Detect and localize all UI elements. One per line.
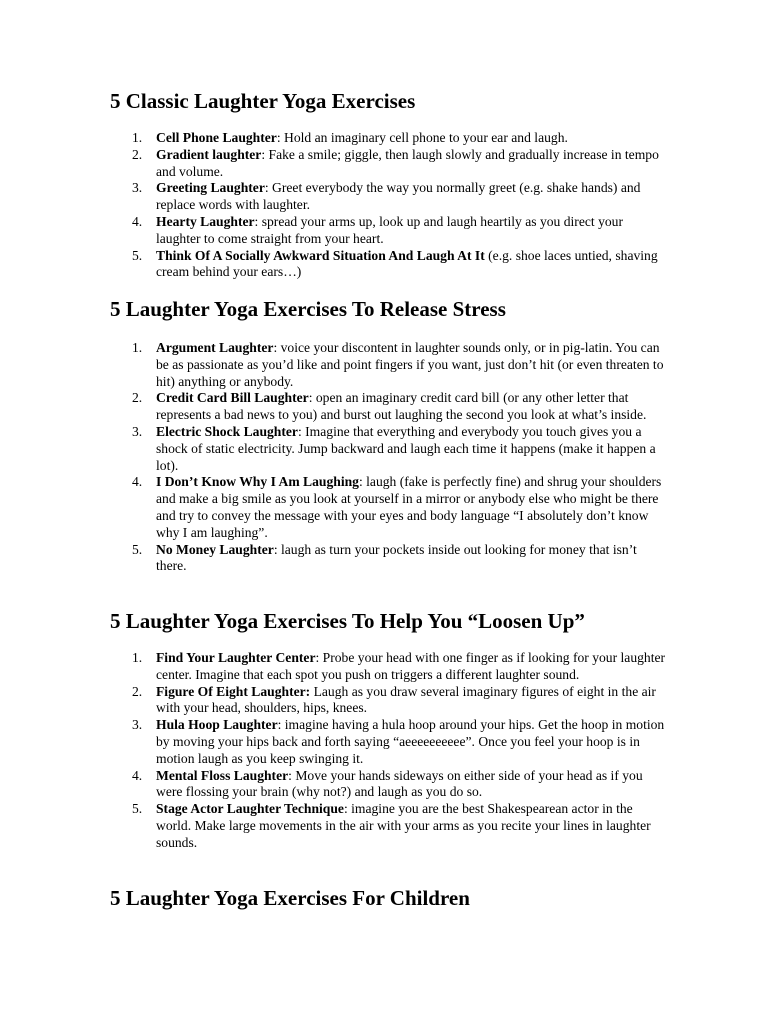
section-heading: 5 Laughter Yoga Exercises For Children bbox=[110, 886, 470, 910]
item-text: : voice your discontent in laughter sounds only, or in pig-latin. You can be as passionate as you’d like and point fingers if you want, just don’t hit (or even threaten to hit) anything or anybody. bbox=[156, 340, 664, 389]
list-item: 1. Argument Laughter: voice your discontent in laughter sounds only, or in pig-latin. You can be as passionate as you’d like and point fingers if you want, just don’t hit (or even threaten to hit) anything or anybody. bbox=[132, 340, 664, 389]
item-text: : imagine you are the best Shakespearean actor in the world. Make large movements in the air with your arms as you recite your lines in laughter sounds. bbox=[156, 801, 651, 850]
item-text: : imagine having a hula hoop around your hips. Get the hoop in motion by moving your hips back and forth saying “aeeeeeeeeee”. Once you feel your hoop is in motion laugh as you keep swinging it. bbox=[156, 717, 665, 766]
item-text: : Fake a smile; giggle, then laugh slowly and gradually increase in tempo and volume. bbox=[156, 146, 659, 179]
item-text: : Move your hands sideways on either side of your head as if you were flossing your brain (why not?) and laugh as you do so. bbox=[156, 767, 643, 800]
list-item: 1. Find Your Laughter Center: Probe your head with one finger as if looking for your laughter center. Imagine that each spot you push on triggers a different laughter sound. bbox=[132, 650, 666, 682]
list-item: 5. No Money Laughter: laugh as turn your pockets inside out looking for money that isn’t there. bbox=[132, 541, 637, 574]
section-heading: 5 Laughter Yoga Exercises To Help You “Loosen Up” bbox=[110, 609, 585, 633]
item-title: Stage Actor Laughter Technique bbox=[156, 801, 344, 817]
list-item: 4. I Don’t Know Why I Am Laughing: laugh (fake is perfectly fine) and shrug your shoulders and make a big smile as you look at yourself in a mirror or anybody else who might be there and try to convey the message with your eyes and body language “I absolutely don’t know why I am laughing”. bbox=[132, 474, 662, 540]
item-title: Electric Shock Laughter bbox=[156, 423, 298, 439]
item-title: I Don’t Know Why I Am Laughing bbox=[156, 474, 359, 490]
exercise-list bbox=[110, 340, 670, 575]
item-title: Cell Phone Laughter bbox=[156, 130, 277, 145]
item-text: Laugh as you draw several imaginary figures of eight in the air with your head, shoulders, hips, knees. bbox=[156, 683, 656, 716]
item-text: : Greet everybody the way you normally greet (e.g. shake hands) and replace words with laughter. bbox=[156, 180, 641, 213]
item-text: : Hold an imaginary cell phone to your ear and laugh. bbox=[276, 130, 568, 145]
list-item: 4. Hearty Laughter: spread your arms up, look up and laugh heartily as you direct your laughter to come straight from your heart. bbox=[132, 213, 623, 246]
item-title: Greeting Laughter bbox=[156, 180, 265, 196]
item-title: Figure Of Eight Laughter: bbox=[156, 683, 311, 699]
list-item: 3. Hula Hoop Laughter: imagine having a hula hoop around your hips. Get the hoop in motion by moving your hips back and forth saying “aeeeeeeeeee”. Once you feel your hoop is in motion laugh as you keep swinging it. bbox=[132, 717, 665, 766]
item-text: : Imagine that everything and everybody you touch gives you a shock of static electricity. Jump backward and laugh each time it happens (make it happen a lot). bbox=[156, 423, 656, 473]
exercise-list bbox=[110, 650, 670, 852]
item-text: : open an imaginary credit card bill (or any other letter that represents a bad news to you) and burst out laughing the second you look at what’s inside. bbox=[156, 390, 647, 423]
exercise-list bbox=[110, 130, 670, 281]
item-title: Hearty Laughter bbox=[156, 213, 255, 229]
list-item: 1. Cell Phone Laughter: Hold an imaginary cell phone to your ear and laugh. bbox=[132, 130, 568, 145]
section-classic bbox=[110, 89, 670, 281]
section-children bbox=[110, 886, 670, 910]
item-text: : spread your arms up, look up and laugh heartily as you direct your laughter to come straight from your heart. bbox=[156, 213, 623, 246]
list-item: 3. Electric Shock Laughter: Imagine that everything and everybody you touch gives you a shock of static electricity. Jump backward and laugh each time it happens (make it happen a lot). bbox=[132, 423, 656, 473]
item-title: Argument Laughter bbox=[156, 340, 274, 355]
item-title: Mental Floss Laughter bbox=[156, 767, 289, 783]
item-title: Think Of A Socially Awkward Situation And Laugh At It bbox=[156, 247, 485, 263]
item-title: Gradient laughter bbox=[156, 146, 262, 162]
item-title: Find Your Laughter Center bbox=[156, 650, 316, 665]
list-item: 2. Credit Card Bill Laughter: open an imaginary credit card bill (or any other letter that represents a bad news to you) and burst out laughing the second you look at what’s inside. bbox=[132, 390, 647, 423]
section-release-stress bbox=[110, 297, 670, 575]
list-item: 3. Greeting Laughter: Greet everybody the way you normally greet (e.g. shake hands) and replace words with laughter. bbox=[132, 180, 641, 213]
item-text: : Probe your head with one finger as if looking for your laughter center. Imagine that each spot you push on triggers a different laughter sound. bbox=[156, 650, 666, 682]
item-text: : laugh as turn your pockets inside out looking for money that isn’t there. bbox=[156, 541, 637, 574]
item-title: Credit Card Bill Laughter bbox=[156, 390, 309, 406]
section-heading: 5 Classic Laughter Yoga Exercises bbox=[110, 89, 416, 113]
item-text: : laugh (fake is perfectly fine) and shrug your shoulders and make a big smile as you look at yourself in a mirror or anybody else who might be there and try to convey the message with your eyes and body language “I absolutely don’t know why I am laughing”. bbox=[156, 474, 662, 540]
list-item: 5. Stage Actor Laughter Technique: imagine you are the best Shakespearean actor in the world. Make large movements in the air with your arms as you recite your lines in laughter sounds. bbox=[132, 801, 651, 850]
item-title: Hula Hoop Laughter bbox=[156, 717, 278, 733]
list-item: 5. Think Of A Socially Awkward Situation And Laugh At It (e.g. shoe laces untied, shaving cream behind your ears…) bbox=[132, 247, 658, 280]
section-heading: 5 Laughter Yoga Exercises To Release Stress bbox=[110, 297, 506, 321]
section-loosen-up bbox=[110, 609, 670, 852]
list-item: 2. Gradient laughter: Fake a smile; giggle, then laugh slowly and gradually increase in tempo and volume. bbox=[132, 146, 659, 179]
item-text: (e.g. shoe laces untied, shaving cream behind your ears…) bbox=[156, 247, 658, 280]
item-title: No Money Laughter bbox=[156, 541, 274, 557]
list-item: 4. Mental Floss Laughter: Move your hands sideways on either side of your head as if you were flossing your brain (why not?) and laugh as you do so. bbox=[132, 767, 643, 800]
list-item: 2. Figure Of Eight Laughter: Laugh as you draw several imaginary figures of eight in the air with your head, shoulders, hips, knees. bbox=[132, 683, 656, 716]
